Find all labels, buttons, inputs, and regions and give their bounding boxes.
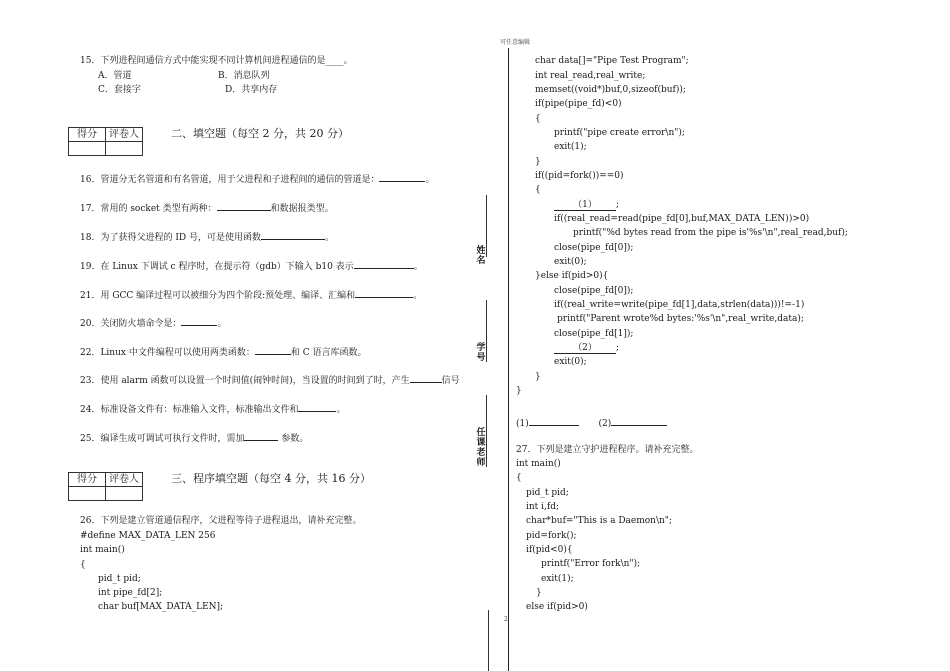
q27-stem: 27．下列是建立守护进程程序。请补充完整。 (516, 445, 699, 455)
code-line: exit(1); (554, 142, 587, 152)
q15-option-a: A．管道 (98, 71, 132, 81)
code-line: close(pipe_fd[1]); (554, 329, 634, 339)
grader-label: 评卷人 (106, 473, 143, 487)
q16-text: 16．管道分无名管道和有名管道，用于父进程和子进程间的通信的管道是： (80, 175, 380, 185)
code-line: pid=fork(); (526, 531, 577, 541)
score-cell (69, 487, 106, 501)
answer-blank-2[interactable] (611, 416, 667, 426)
q15-option-d: D．共享内存 (225, 85, 278, 95)
q22 (80, 345, 366, 359)
bottom-line (488, 610, 489, 671)
q17-text: 17．常用的 socket 类型有两种： (80, 204, 217, 214)
answer-blank[interactable] (410, 373, 442, 383)
q25-text: 25．编译生成可调试可执行文件时，需加 (80, 434, 245, 444)
grader-cell (106, 487, 143, 501)
blank-label-1: (1) (516, 419, 529, 429)
q24-end: 。 (336, 405, 346, 415)
q16 (80, 172, 434, 186)
q20 (80, 316, 226, 330)
answer-blank[interactable] (261, 230, 325, 240)
q21-end: 。 (413, 291, 423, 301)
code-line: if((real_write=write(pipe_fd[1],data,strlen(data)))!=-1) (554, 300, 805, 310)
q25-end: 参数。 (278, 434, 309, 444)
q21 (80, 288, 422, 302)
code-line: close(pipe_fd[0]); (554, 243, 634, 253)
code-line: close(pipe_fd[0]); (554, 286, 634, 296)
student-id-label: 学号 (476, 343, 486, 363)
answer-blank[interactable] (355, 288, 413, 298)
grader-cell (106, 142, 143, 156)
code-line: char data[]="Pipe Test Program"; (535, 56, 689, 66)
name-label: 姓名 (476, 246, 486, 266)
code-line: } (516, 386, 522, 396)
code-line: if((real_read=read(pipe_fd[0],buf,MAX_DATA_LEN))>0) (554, 214, 810, 224)
code-line: #define MAX_DATA_LEN 256 (80, 531, 216, 541)
code-line: if(pid<0){ (526, 545, 573, 555)
name-line (486, 195, 487, 257)
fold-line (508, 48, 509, 671)
code-line: { (516, 473, 522, 483)
answer-blank[interactable] (379, 172, 425, 182)
q15-option-b: B．消息队列 (218, 71, 270, 81)
code-line: }else if(pid>0){ (535, 271, 609, 281)
code-line: { (80, 560, 86, 570)
code-line: } (535, 157, 541, 167)
score-label: 得分 (69, 473, 106, 487)
section2-title: 二、填空题（每空 2 分，共 20 分） (171, 127, 349, 140)
code-line: int main() (80, 545, 125, 555)
answer-blank-1[interactable] (529, 416, 579, 426)
code-line: { (535, 114, 541, 124)
code-line: int i,fd; (526, 502, 560, 512)
teacher-line (486, 395, 487, 467)
code-line: } (536, 588, 542, 598)
q15-stem: 15．下列进程间通信方式中能实现不同计算机间进程通信的是____。 (80, 56, 353, 66)
grader-label: 评卷人 (106, 128, 143, 142)
code-line: char buf[MAX_DATA_LEN]; (98, 602, 224, 612)
code-line: printf("Error fork\n"); (541, 559, 641, 569)
answer-blank[interactable] (244, 431, 278, 441)
answer-blank[interactable] (298, 402, 336, 412)
code-line: pid_t pid; (526, 488, 569, 498)
q19 (80, 259, 423, 273)
semicolon: ; (616, 343, 620, 353)
code-line: int real_read,real_write; (535, 71, 646, 81)
code-line: if((pid=fork())==0) (535, 171, 624, 181)
q17 (80, 201, 334, 215)
q26-stem: 26．下列是建立管道通信程序，父进程等待子进程退出，请补充完整。 (80, 516, 362, 526)
q23-end: 信号 (441, 376, 460, 386)
code-line: printf("%d bytes read from the pipe is'%s'\n",real_read,buf); (573, 228, 848, 238)
code-line: } (535, 372, 541, 382)
semicolon: ; (616, 200, 620, 210)
code-line: pid_t pid; (98, 574, 141, 584)
q15-option-c: C．套接字 (98, 85, 141, 95)
code-line: printf("pipe create error\n"); (554, 128, 685, 138)
answer-blank[interactable] (354, 259, 414, 269)
q22-text: 22．Linux 中文件编程可以使用两类函数： (80, 348, 255, 358)
q24 (80, 402, 345, 416)
student-id-line (486, 300, 487, 362)
q18-end: 。 (324, 233, 334, 243)
q16-end: 。 (425, 175, 435, 185)
score-label: 得分 (69, 128, 106, 142)
q18-text: 18．为了获得父进程的 ID 号，可是使用函数 (80, 233, 261, 243)
section2-score-table (68, 127, 143, 156)
section3-score-table (68, 472, 143, 501)
q17-end: 和数据报类型。 (270, 204, 334, 214)
blank-label-2: (2) (598, 419, 612, 429)
code-line: memset((void*)buf,0,sizeof(buf)); (535, 85, 686, 95)
code-line: int pipe_fd[2]; (98, 588, 163, 598)
blank-1-line (554, 200, 619, 211)
q20-text: 20．关闭防火墙命令是： (80, 319, 182, 329)
q23 (80, 373, 460, 387)
q18 (80, 230, 334, 244)
code-line: exit(1); (541, 574, 574, 584)
q19-text: 19．在 Linux 下调试 c 程序时，在提示符（gdb）下输入 b10 表示 (80, 262, 354, 272)
section3-title: 三、程序填空题（每空 4 分，共 16 分） (171, 472, 371, 485)
q24-text: 24．标准设备文件有：标准输入文件，标准输出文件和 (80, 405, 299, 415)
score-cell (69, 142, 106, 156)
q25 (80, 431, 308, 445)
code-line: exit(0); (554, 257, 587, 267)
blank-2-line (554, 343, 619, 354)
code-line: char*buf="This is a Daemon\n"; (526, 516, 672, 526)
blank-2[interactable]: （2） (554, 343, 616, 354)
code-line: { (535, 185, 541, 195)
q23-text: 23．使用 alarm 函数可以设置一个时间值(闹钟时间)，当设置的时间到了时，产生 (80, 376, 410, 386)
code-line: int main() (516, 459, 561, 469)
q21-text: 21．用 GCC 编译过程可以被细分为四个阶段:预处理、编译、汇编和 (80, 291, 356, 301)
code-line: exit(0); (554, 357, 587, 367)
blank-1[interactable]: （1） (554, 200, 616, 211)
code-line: else if(pid>0) (526, 602, 588, 612)
q20-end: 。 (217, 319, 227, 329)
code-line: printf("Parent wrote%d bytes:'%s'\n",real_write,data); (557, 314, 804, 324)
code-line: if(pipe(pipe_fd)<0) (535, 99, 622, 109)
header-note: 可任意编辑 (500, 39, 531, 46)
answer-blank[interactable] (181, 316, 217, 326)
answer-blank[interactable] (255, 345, 291, 355)
q19-end: 。 (413, 262, 423, 272)
q22-end: 和 C 语言库函数。 (290, 348, 367, 358)
page-number: 2 (504, 616, 508, 623)
teacher-label: 任课老师 (476, 428, 486, 468)
answer-blanks-row (516, 416, 667, 430)
answer-blank[interactable] (217, 201, 271, 211)
